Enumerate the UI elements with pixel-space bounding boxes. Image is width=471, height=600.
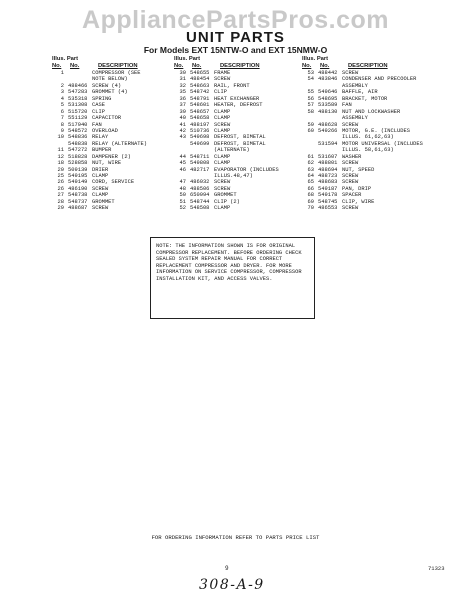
illus-number: 6 <box>60 108 64 115</box>
part-description: CLAMP <box>214 115 231 122</box>
part-row <box>302 205 442 211</box>
illus-number: 25 <box>57 173 64 179</box>
part-number: 488466 <box>68 82 88 89</box>
part-number: 548658 <box>190 115 210 122</box>
part-number: 548744 <box>190 198 210 205</box>
illus-number: 47 <box>179 179 186 186</box>
illus-number: 46 <box>179 166 186 173</box>
part-number: 488442 <box>318 70 338 76</box>
part-description: FAN <box>92 121 102 128</box>
part-description: EVAPORATOR (INCLUDES <box>214 166 279 173</box>
illus-number: 27 <box>57 192 64 199</box>
illus-number: 50 <box>179 192 186 199</box>
part-number: 548508 <box>190 205 210 212</box>
handwritten-label: 308-A-9 <box>199 577 265 593</box>
part-description: SCREW <box>92 185 109 192</box>
illus-number: 69 <box>307 198 314 205</box>
part-description: FAN <box>342 102 352 109</box>
part-number: 488628 <box>318 121 338 128</box>
part-number: 548745 <box>318 198 338 205</box>
illus-number: 10 <box>57 134 64 141</box>
part-description: SCREW (4) <box>92 82 122 89</box>
header-part-no: No. <box>192 63 202 69</box>
part-number: 547283 <box>68 89 88 96</box>
illus-number: 68 <box>307 192 314 199</box>
illus-number: 37 <box>179 102 186 109</box>
illus-number: 58 <box>307 108 314 115</box>
part-description: CLAMP <box>214 160 231 167</box>
part-number: 548738 <box>68 192 88 199</box>
part-description: CLIP <box>214 89 227 96</box>
watermark-logo: AppliancePartsPros.com <box>82 6 389 34</box>
part-description: BAFFLE, AIR <box>342 89 378 96</box>
part-number: 551129 <box>68 115 88 122</box>
part-number: 548737 <box>68 198 88 205</box>
part-number: 533589 <box>318 102 338 109</box>
part-description: CLIP (2) <box>214 198 240 205</box>
part-row <box>174 205 290 211</box>
page-number: 9 <box>225 565 229 572</box>
illus-number: 4 <box>60 95 64 102</box>
illus-number: 26 <box>57 185 64 192</box>
part-number: 488197 <box>190 121 210 128</box>
document-code: 71323 <box>428 565 445 572</box>
part-description: CLAMP <box>92 192 109 199</box>
part-description: GROMMET <box>92 198 115 205</box>
part-description: COMPRESSOR (SEE <box>92 70 141 76</box>
illus-number: 66 <box>307 185 314 192</box>
illus-number: 2 <box>60 82 64 89</box>
header-illus-part: Illus. Part <box>52 56 79 62</box>
illus-number: 48 <box>179 185 186 192</box>
parts-column-1 <box>52 56 152 212</box>
illus-number: 5 <box>60 102 64 109</box>
illus-number: 12 <box>57 153 64 160</box>
part-number: 548838 <box>68 140 88 147</box>
part-number: 549266 <box>318 127 338 134</box>
part-description: SPACER <box>342 192 362 199</box>
part-number: 518828 <box>68 153 88 160</box>
part-description: CLAMP <box>214 205 231 212</box>
illus-number: 65 <box>307 179 314 186</box>
part-number: 548572 <box>68 127 88 134</box>
compressor-note-box: NOTE: THE INFORMATION SHOWN IS FOR ORIGINAL COMPRESSOR REPLACEMENT. BEFORE ORDERING CHECK SEALED SYSTEM REPAIR MANUAL FOR CORRECT REPLACEMENT COMPRESSOR AND DRYER. FOR MORE INFORMATION ON SERVICE COMPRESSOR, COMPRESSOR INSTALLATION KIT, AND ACCESS VALVES. <box>150 237 315 319</box>
part-description: PAN, DRIP <box>342 185 372 192</box>
illus-number: 26 <box>57 179 64 186</box>
part-number: 548695 <box>318 95 338 102</box>
illus-number: 70 <box>307 205 314 212</box>
part-description: GROMMET (4) <box>92 89 128 96</box>
part-description: CLIP, WIRE <box>342 198 375 205</box>
part-description: CLAMP <box>92 173 109 179</box>
part-number: 535318 <box>68 95 88 102</box>
part-description: NUT, SPEED <box>342 166 375 173</box>
illus-number: 60 <box>307 127 314 134</box>
part-description: CLAMP <box>214 108 231 115</box>
header-description: DESCRIPTION <box>348 63 388 69</box>
part-description: (ALTERNATE) <box>214 147 250 154</box>
part-number: 510736 <box>190 127 210 134</box>
part-number: 486190 <box>68 185 88 192</box>
part-number: 549149 <box>68 179 88 186</box>
part-number: 483846 <box>318 76 338 83</box>
part-description: GROMMET <box>214 192 237 199</box>
part-number: 548663 <box>190 82 210 89</box>
ordering-footer: FOR ORDERING INFORMATION REFER TO PARTS PRICE LIST <box>151 534 320 541</box>
illus-number: 11 <box>57 147 64 154</box>
part-number: 548655 <box>190 70 210 76</box>
illus-number: 43 <box>179 134 186 141</box>
part-description: SCREW <box>214 185 231 192</box>
part-description: ILLUS. 58,61,63) <box>342 147 394 154</box>
column-header <box>302 56 442 70</box>
part-number: 548657 <box>190 108 210 115</box>
part-description: CAPACITOR <box>92 115 122 122</box>
part-description: WASHER <box>342 153 362 160</box>
part-description: MOTOR UNIVERSAL (INCLUDES <box>342 140 423 147</box>
header-illus-no: No. <box>302 63 312 69</box>
part-description: DAMPENER (2) <box>92 153 131 160</box>
part-number: 488506 <box>190 185 210 192</box>
illus-number: 64 <box>307 173 314 179</box>
illus-number: 36 <box>179 95 186 102</box>
part-number: 488694 <box>318 166 338 173</box>
part-number: 517940 <box>68 121 88 128</box>
illus-number: 41 <box>179 121 186 128</box>
part-description: BUMPER <box>92 147 112 154</box>
part-description: SCREW <box>342 173 359 179</box>
part-number: 548791 <box>190 95 210 102</box>
part-number: 531607 <box>318 153 338 160</box>
page-title: UNIT PARTS <box>186 29 285 46</box>
part-number: 482717 <box>190 166 210 173</box>
part-description: RAIL, FRONT <box>214 82 250 89</box>
illus-number: 57 <box>307 102 314 109</box>
illus-number: 54 <box>307 76 314 83</box>
header-illus-part: Illus. Part <box>302 56 329 62</box>
part-description: SCREW <box>214 76 231 83</box>
part-number: 549187 <box>318 185 338 192</box>
part-description: CLAMP <box>214 127 231 134</box>
column-header <box>174 56 290 70</box>
illus-number: 56 <box>307 95 314 102</box>
part-number: 488723 <box>318 173 338 179</box>
part-number: 650994 <box>190 192 210 199</box>
part-number: 549646 <box>318 89 338 96</box>
parts-column-3 <box>302 56 442 212</box>
illus-number: 45 <box>179 160 186 167</box>
header-part-no: No. <box>320 63 330 69</box>
illus-number: 29 <box>57 205 64 212</box>
part-description: HEATER, DEFROST <box>214 102 263 109</box>
illus-number: 3 <box>60 89 64 96</box>
part-description: CORD, SERVICE <box>92 179 135 186</box>
header-part-no: No. <box>70 63 80 69</box>
part-description: BRACKET, MOTOR <box>342 95 388 102</box>
illus-number: 52 <box>179 205 186 212</box>
part-description: SCREW <box>342 179 359 186</box>
illus-number: 9 <box>60 127 64 134</box>
part-description: SCREW <box>342 205 359 212</box>
illus-number: 8 <box>60 121 64 128</box>
part-number: 548742 <box>190 89 210 96</box>
header-illus-part: Illus. Part <box>174 56 201 62</box>
part-description: RELAY (ALTERNATE) <box>92 140 147 147</box>
part-description: MOTOR, G.E. (INCLUDES <box>342 127 410 134</box>
part-description: SCREW <box>342 70 359 76</box>
part-number: 515720 <box>68 108 88 115</box>
part-description: HEAT EXCHANGER <box>214 95 260 102</box>
illus-number: 40 <box>179 115 186 122</box>
illus-number: 35 <box>179 89 186 96</box>
part-description: ILLUS. 61,62,63) <box>342 134 394 141</box>
part-number: 549808 <box>190 160 210 167</box>
illus-number: 62 <box>307 160 314 167</box>
part-number: 509139 <box>68 166 88 173</box>
part-number: 548711 <box>190 153 210 160</box>
illus-number: 44 <box>179 153 186 160</box>
illus-number: 53 <box>307 70 314 76</box>
part-description: SCREW <box>342 160 359 167</box>
part-row <box>52 205 152 211</box>
header-description: DESCRIPTION <box>220 63 260 69</box>
part-description: DEFROST, BIMETAL <box>214 134 266 141</box>
part-number: 486553 <box>318 205 338 212</box>
parts-column-2 <box>174 56 290 212</box>
part-description: DEFROST, BIMETAL <box>214 140 266 147</box>
illus-number: 39 <box>179 108 186 115</box>
page-subtitle: For Models EXT 15NTW-O and EXT 15NMW-O <box>143 45 328 55</box>
part-description: RELAY <box>92 134 109 141</box>
part-description: NUT AND LOCKWASHER <box>342 108 401 115</box>
part-number: 548601 <box>190 102 210 109</box>
part-description: SCREW <box>92 205 109 212</box>
header-illus-no: No. <box>174 63 184 69</box>
illus-number: 31 <box>179 76 186 83</box>
column-header <box>52 56 152 70</box>
part-description: CLIP <box>92 108 105 115</box>
part-number: 549699 <box>190 140 210 147</box>
part-description: NUT, WIRE <box>92 160 122 167</box>
part-description: OVERLOAD <box>92 127 118 134</box>
header-illus-no: No. <box>52 63 62 69</box>
part-number: 549195 <box>68 173 88 179</box>
illus-number: 42 <box>179 127 186 134</box>
part-description: ASSEMBLY <box>342 115 368 122</box>
part-description: SCREW <box>214 121 231 128</box>
part-description: CLAMP <box>214 153 231 160</box>
part-description: SCREW <box>214 179 231 186</box>
part-number: 531594 <box>318 140 338 147</box>
illus-number: 63 <box>307 166 314 173</box>
part-number: 488454 <box>190 76 210 83</box>
part-number: 549698 <box>190 134 210 141</box>
part-description: CASE <box>92 102 105 109</box>
illus-number: 28 <box>57 198 64 205</box>
illus-number: 51 <box>179 198 186 205</box>
illus-number: 55 <box>307 89 314 96</box>
part-description: DRIER <box>92 166 109 173</box>
header-description: DESCRIPTION <box>98 63 138 69</box>
part-description: CONDENSER AND PRECOOLER <box>342 76 417 83</box>
part-number: 488801 <box>318 160 338 167</box>
part-description: ILLUS.48,47) <box>214 173 253 179</box>
part-number: 488687 <box>68 205 88 212</box>
part-number: 528858 <box>68 160 88 167</box>
part-number: 547272 <box>68 147 88 154</box>
part-number: 549178 <box>318 192 338 199</box>
part-number: 488130 <box>318 108 338 115</box>
illus-number: 30 <box>179 70 186 76</box>
illus-number: 18 <box>57 160 64 167</box>
part-number: 548836 <box>68 134 88 141</box>
illus-number: 7 <box>60 115 64 122</box>
illus-number: 32 <box>179 82 186 89</box>
part-number: 531308 <box>68 102 88 109</box>
illus-number: 20 <box>57 166 64 173</box>
part-description: NOTE BELOW) <box>92 76 128 83</box>
illus-number: 59 <box>307 121 314 128</box>
part-description: SPRING <box>92 95 112 102</box>
illus-number: 1 <box>60 70 64 76</box>
part-number: 486032 <box>190 179 210 186</box>
part-description: SCREW <box>342 121 359 128</box>
part-description: ASSEMBLY <box>342 82 368 89</box>
part-number: 488683 <box>318 179 338 186</box>
illus-number: 61 <box>307 153 314 160</box>
part-description: FRAME <box>214 70 231 76</box>
